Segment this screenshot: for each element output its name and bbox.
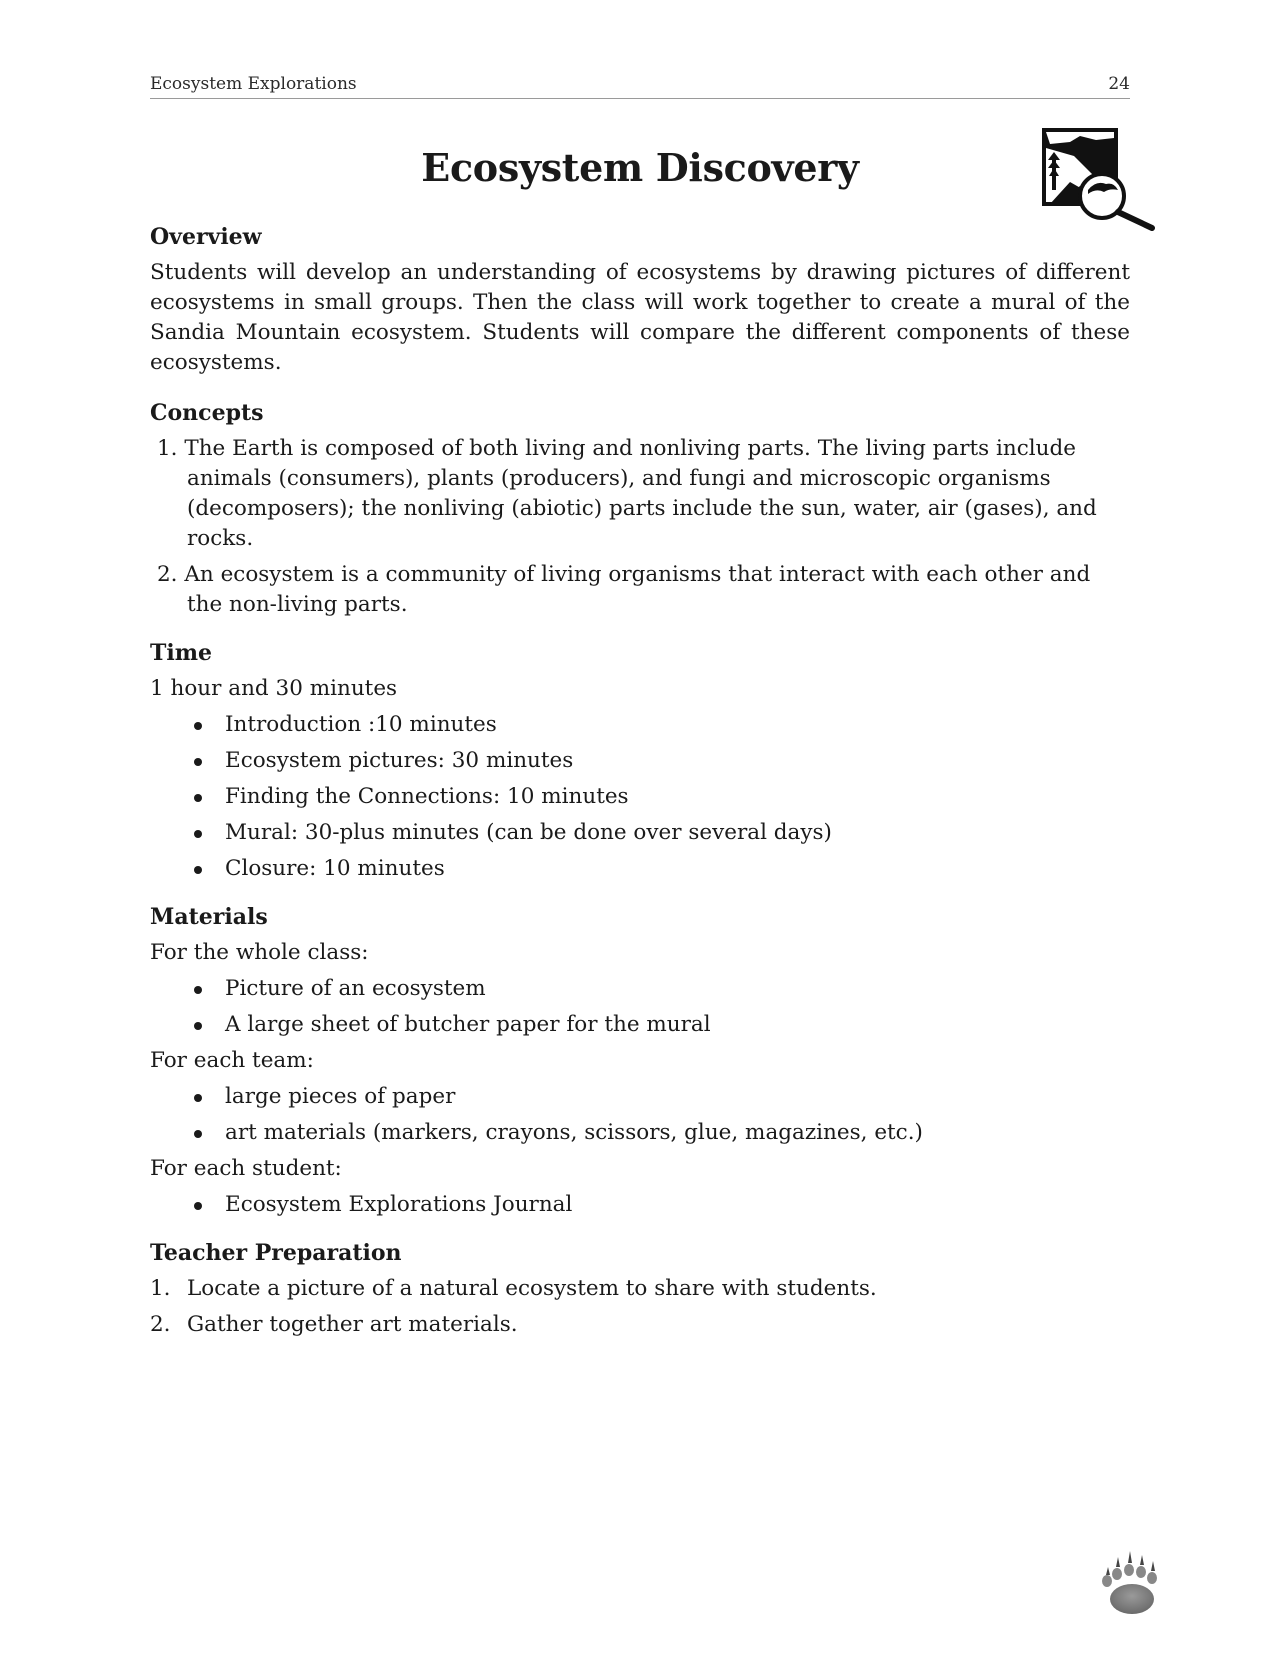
list-item (150, 1010, 1130, 1040)
list-item (150, 818, 1130, 848)
running-title: Ecosystem Explorations (150, 74, 357, 94)
magnifying-glass-landscape-icon (1040, 126, 1158, 232)
bullet-icon (194, 722, 202, 730)
teacher-preparation-list (150, 1274, 1130, 1340)
list-item-text: Closure: 10 minutes (225, 856, 445, 881)
concept-text: An ecosystem is a community of living organisms that interact with each other and the non-living parts. (184, 562, 1091, 617)
list-item-text: Locate a picture of a natural ecosystem to share with students. (187, 1276, 877, 1301)
concepts-section (150, 398, 1130, 620)
materials-group-label: For each team: (150, 1048, 314, 1073)
bullet-icon (194, 1022, 202, 1030)
list-item-text: Ecosystem pictures: 30 minutes (225, 748, 574, 773)
materials-group-label: For each student: (150, 1156, 342, 1181)
overview-heading: Overview (150, 224, 262, 250)
list-item (150, 1118, 1130, 1148)
list-item-text: large pieces of paper (225, 1084, 456, 1109)
list-item (150, 1310, 1130, 1340)
time-total: 1 hour and 30 minutes (150, 676, 398, 701)
bullet-icon (194, 866, 202, 874)
page-number: 24 (1108, 74, 1130, 94)
list-item (150, 782, 1130, 812)
bullet-icon (194, 1130, 202, 1138)
bullet-icon (194, 1094, 202, 1102)
lesson-content (150, 222, 1130, 1358)
concept-number: 1. (157, 436, 178, 461)
teacher-preparation-section (150, 1238, 1130, 1340)
time-section (150, 638, 1130, 884)
list-item-text: art materials (markers, crayons, scissors, glue, magazines, etc.) (225, 1120, 923, 1145)
concepts-heading: Concepts (150, 400, 264, 426)
bullet-icon (194, 794, 202, 802)
concept-number: 2. (157, 562, 178, 587)
materials-section (150, 902, 1130, 1220)
materials-list-team (150, 1082, 1130, 1148)
list-item (150, 746, 1130, 776)
list-item (150, 974, 1130, 1004)
teacher-preparation-heading: Teacher Preparation (150, 1240, 402, 1266)
list-item-text: Picture of an ecosystem (225, 976, 486, 1001)
materials-list-class (150, 974, 1130, 1040)
list-item (150, 854, 1130, 884)
materials-heading: Materials (150, 904, 268, 930)
materials-list-student (150, 1190, 1130, 1220)
list-item-text: Mural: 30-plus minutes (can be done over several days) (225, 820, 832, 845)
item-number: 1. (150, 1276, 171, 1301)
page-title: Ecosystem Discovery (421, 145, 859, 190)
list-item (150, 1274, 1130, 1304)
list-item-text: Introduction :10 minutes (225, 712, 497, 737)
overview-text: Students will develop an understanding of ecosystems by drawing pictures of different ecosystems in small groups. Then the class will work together to create a mural of the Sandia Mountain ecosystem. Students will compare the different components of these ecosystems. (150, 260, 1130, 375)
bullet-icon (194, 986, 202, 994)
bullet-icon (194, 1202, 202, 1210)
bullet-icon (194, 758, 202, 766)
concepts-list (150, 434, 1130, 620)
concept-text: The Earth is composed of both living and nonliving parts. The living parts include animals (consumers), plants (producers), and fungi and microscopic organisms (decomposers); the nonliving (abiotic) parts include the sun, water, air (gases), and rocks. (184, 436, 1097, 551)
running-header (150, 70, 1130, 99)
list-item (150, 1082, 1130, 1112)
list-item-text: Ecosystem Explorations Journal (225, 1192, 573, 1217)
item-number: 2. (150, 1312, 171, 1337)
list-item (150, 710, 1130, 740)
list-item-text: Gather together art materials. (187, 1312, 518, 1337)
list-item-text: Finding the Connections: 10 minutes (225, 784, 629, 809)
bear-paw-icon (1098, 1545, 1168, 1617)
list-item (150, 1190, 1130, 1220)
time-heading: Time (150, 640, 213, 666)
concept-item (150, 434, 1130, 554)
concept-item (150, 560, 1130, 620)
time-breakdown-list (150, 710, 1130, 884)
overview-section (150, 222, 1130, 378)
list-item-text: A large sheet of butcher paper for the mural (225, 1012, 711, 1037)
bullet-icon (194, 830, 202, 838)
materials-group-label: For the whole class: (150, 940, 369, 965)
